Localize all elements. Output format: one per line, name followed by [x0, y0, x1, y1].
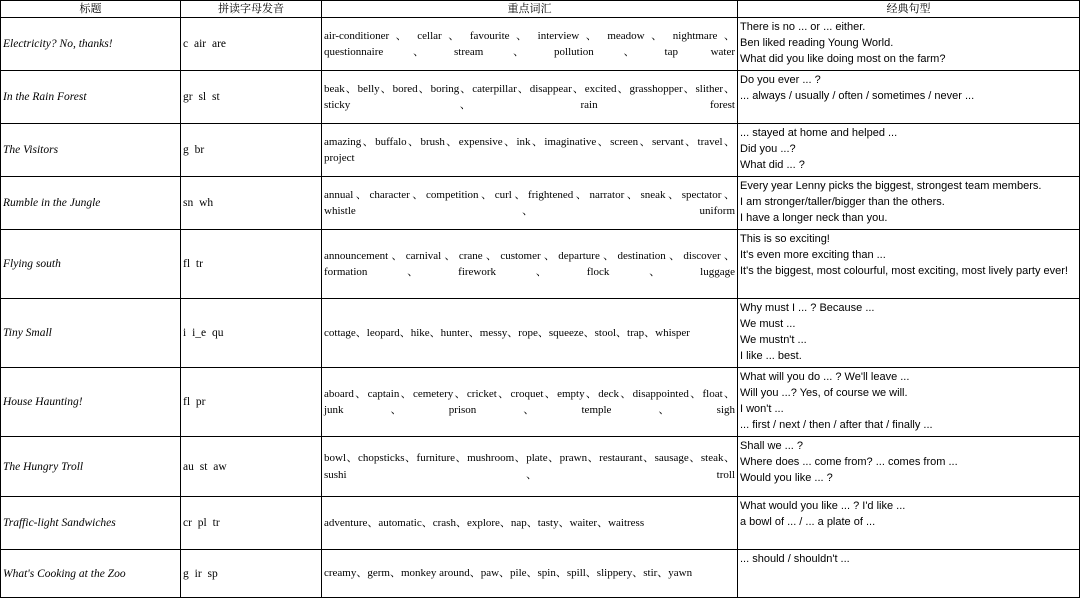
- table-row: [1, 124, 1080, 177]
- row-vocab: bowl、chopsticks、furniture、mushroom、plate、prawn、restaurant、sausage、steak、sushi、troll: [322, 437, 738, 497]
- pattern-line: There is no ... or ... either.: [740, 21, 866, 33]
- pattern-line: Did you ...?: [740, 143, 796, 155]
- pattern-line: It's even more exciting than ...: [740, 249, 886, 261]
- pattern-line: a bowl of ... / ... a plate of ...: [740, 516, 876, 528]
- pattern-line: This is so exciting!: [740, 233, 830, 245]
- row-patterns: [738, 71, 1080, 124]
- pattern-line: I am stronger/taller/bigger than the others.: [740, 196, 945, 208]
- pattern-line: ... stayed at home and helped ...: [740, 127, 898, 139]
- row-phonics: i i_e qu: [181, 299, 322, 368]
- row-phonics: g br: [181, 124, 322, 177]
- row-vocab: adventure、automatic、crash、explore、nap、tasty、waiter、waitress: [322, 497, 738, 550]
- row-vocab: creamy、germ、monkey around、paw、pile、spin、spill、slippery、stir、yawn: [322, 550, 738, 598]
- row-patterns: [738, 497, 1080, 550]
- row-patterns: [738, 124, 1080, 177]
- row-title: Flying south: [1, 230, 181, 299]
- pattern-line: Shall we ... ?: [740, 440, 803, 452]
- row-phonics: c air are: [181, 18, 322, 71]
- row-phonics: g ir sp: [181, 550, 322, 598]
- pattern-line: We mustn't ...: [740, 334, 807, 346]
- row-vocab: announcement、carnival、crane、customer、departure、destination、discover、formation、firework、flock、luggage: [322, 230, 738, 299]
- row-title: In the Rain Forest: [1, 71, 181, 124]
- pattern-line: ... should / shouldn't ...: [740, 553, 850, 565]
- row-title: The Hungry Troll: [1, 437, 181, 497]
- row-patterns: [738, 177, 1080, 230]
- row-patterns: [738, 550, 1080, 598]
- pattern-line: ... always / usually / often / sometimes / never ...: [740, 90, 975, 102]
- table-row: [1, 497, 1080, 550]
- pattern-line: I have a longer neck than you.: [740, 212, 888, 224]
- row-title: Tiny Small: [1, 299, 181, 368]
- row-patterns: [738, 437, 1080, 497]
- header-phonics: 拼读字母发音: [181, 1, 322, 18]
- pattern-line: Where does ... come from? ... comes from ...: [740, 456, 958, 468]
- table-row: [1, 18, 1080, 71]
- row-phonics: fl pr: [181, 368, 322, 437]
- row-vocab: air-conditioner 、 cellar 、 favourite 、 interview 、 meadow 、 nightmare 、 questionnaire、stream、pollution、tap water: [322, 18, 738, 71]
- row-phonics: cr pl tr: [181, 497, 322, 550]
- row-phonics: sn wh: [181, 177, 322, 230]
- row-phonics: gr sl st: [181, 71, 322, 124]
- header-patterns: 经典句型: [738, 1, 1080, 18]
- pattern-line: I like ... best.: [740, 350, 802, 362]
- row-patterns: [738, 299, 1080, 368]
- table-row: [1, 177, 1080, 230]
- row-patterns: [738, 368, 1080, 437]
- table-row: [1, 437, 1080, 497]
- row-title: What's Cooking at the Zoo: [1, 550, 181, 598]
- pattern-line: Will you ...? Yes, of course we will.: [740, 387, 908, 399]
- pattern-line: Would you like ... ?: [740, 472, 833, 484]
- table-row: [1, 71, 1080, 124]
- row-vocab: beak、belly、bored、boring、caterpillar、disappear、excited、grasshopper、slither、sticky、rain forest: [322, 71, 738, 124]
- header-vocab: 重点词汇: [322, 1, 738, 18]
- row-phonics: fl tr: [181, 230, 322, 299]
- pattern-line: Why must I ... ? Because ...: [740, 302, 875, 314]
- row-phonics: au st aw: [181, 437, 322, 497]
- pattern-line: What did you like doing most on the farm?: [740, 53, 946, 65]
- pattern-line: It's the biggest, most colourful, most exciting, most lively party ever!: [740, 265, 1068, 277]
- pattern-line: What will you do ... ? We'll leave ...: [740, 371, 910, 383]
- row-patterns: [738, 230, 1080, 299]
- pattern-line: Do you ever ... ?: [740, 74, 821, 86]
- pattern-line: What would you like ... ? I'd like ...: [740, 500, 906, 512]
- pattern-line: We must ...: [740, 318, 796, 330]
- pattern-line: ... first / next / then / after that / finally ...: [740, 419, 933, 431]
- table-row: [1, 368, 1080, 437]
- header-title: 标题: [1, 1, 181, 18]
- row-title: Electricity? No, thanks!: [1, 18, 181, 71]
- row-vocab: aboard、captain、cemetery、cricket、croquet、empty、deck、disappointed、float、junk、prison、temple、sigh: [322, 368, 738, 437]
- row-vocab: cottage、leopard、hike、hunter、messy、rope、squeeze、stool、trap、whisper: [322, 299, 738, 368]
- table-row: [1, 550, 1080, 598]
- pattern-line: What did ... ?: [740, 159, 805, 171]
- pattern-line: I won't ...: [740, 403, 784, 415]
- row-title: Traffic-light Sandwiches: [1, 497, 181, 550]
- pattern-line: Every year Lenny picks the biggest, strongest team members.: [740, 180, 1042, 192]
- pattern-line: Ben liked reading Young World.: [740, 37, 894, 49]
- row-title: House Haunting!: [1, 368, 181, 437]
- row-vocab: annual、character、competition、curl、frightened、narrator、sneak、spectator、whistle、uniform: [322, 177, 738, 230]
- header-row: [1, 1, 1080, 18]
- row-title: Rumble in the Jungle: [1, 177, 181, 230]
- row-title: The Visitors: [1, 124, 181, 177]
- table-row: [1, 299, 1080, 368]
- row-patterns: [738, 18, 1080, 71]
- table-row: [1, 230, 1080, 299]
- row-vocab: amazing、buffalo、brush、expensive、ink、imaginative、screen、servant、travel、project: [322, 124, 738, 177]
